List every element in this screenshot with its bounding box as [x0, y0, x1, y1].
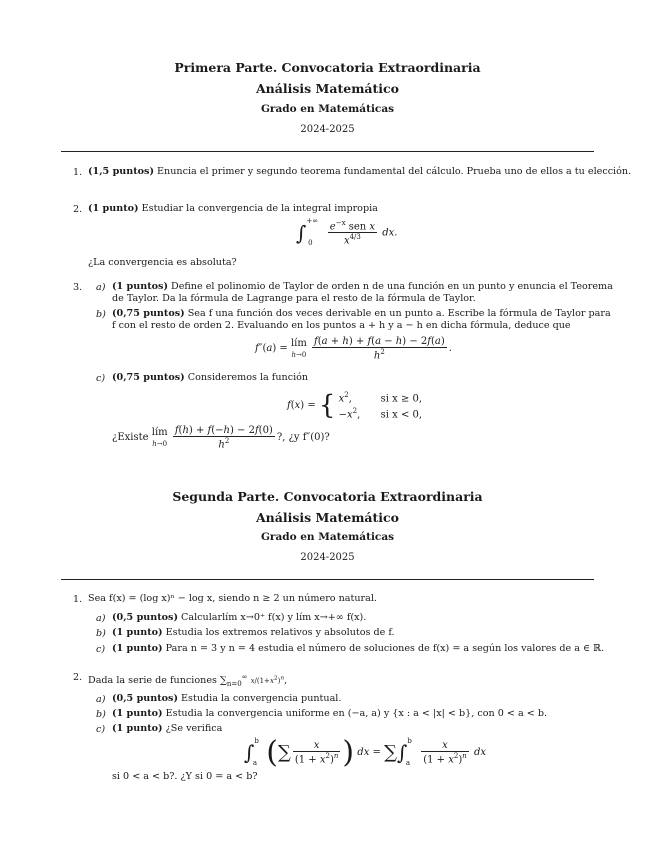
p1-q1-text: (1,5 puntos) Enuncia el primer y segundo teorema fundamental del cálculo. Prueba uno de ellos a tu elección. [88, 166, 632, 177]
p1-q2-integral: $\int^{+\infty}_0$ $\frac{e^{-x} sen x}{x^{4/3}}$ dx. [296, 217, 398, 248]
p1-q3c-question: ¿Existe lím h→0 $\frac{f(h) + f(-h) - 2f(0)}{h^2}$ ?, ¿y f″(0)? [112, 425, 330, 451]
p1-q3b-text1: (0,75 puntos) Sea f una función dos veces derivable en un punto a. Escribe la fórmula de Taylor para [112, 308, 611, 319]
p2-q1-number: 1. [73, 594, 83, 605]
p2-q1b-label: b) [96, 628, 106, 639]
part2-title: Segunda Parte. Convocatoria Extraordinaria [172, 489, 483, 504]
p1-q2-text: (1 punto) Estudiar la convergencia de la integral impropia [88, 203, 378, 214]
p2-q2a-text: (0,5 puntos) Estudia la convergencia puntual. [112, 693, 342, 704]
p2-q2c-text: (1 punto) ¿Se verifica [112, 723, 223, 734]
p2-q2a-label: a) [96, 694, 106, 705]
part2-divider [61, 579, 594, 580]
p2-q2b-text: (1 punto) Estudia la convergencia uniforme en (−a, a) y {x : a < |x| < b}, con 0 < a < b. [112, 708, 548, 719]
part2-degree: Grado en Matemáticas [260, 531, 395, 543]
p2-q1c-label: c) [96, 644, 106, 655]
part1-divider [61, 151, 594, 152]
part1-title: Primera Parte. Convocatoria Extraordinaria [174, 60, 481, 75]
p1-q3a-label: a) [96, 282, 106, 293]
part2-subject: Análisis Matemático [255, 510, 400, 525]
case1-condition: si x ≥ 0, [380, 393, 423, 405]
p1-q3a-text2: de Taylor. Da la fórmula de Lagrange para el resto de la fórmula de Taylor. [112, 293, 476, 304]
p2-q2-text: Dada la serie de funciones $\sum_{n=0}^\infty$ $x/(1+x^2)^n$, [88, 673, 288, 689]
p1-q1-number: 1. [73, 167, 83, 178]
part1-year: 2024-2025 [300, 124, 355, 135]
p1-q3c-piecewise: f(x) = { $x^2$, si x ≥ 0, $-x^2$, si x < 0, [287, 390, 423, 421]
p1-q3b-formula: f″(a) = lím h→0 $\frac{f(a + h) + f(a - h) - 2f(a)}{h^2}$ . [255, 336, 452, 362]
case2-condition: si x < 0, [380, 409, 423, 421]
p1-q2-question: ¿La convergencia es absoluta? [88, 257, 237, 268]
part1-degree: Grado en Matemáticas [260, 103, 395, 115]
p2-q2c-label: c) [96, 724, 106, 735]
p2-q2c-formula: ∫$^b_a$ (∑ $\frac{x}{(1 + x^2)^n}$ ) dx = ∑∫$^b_a$ $\frac{x}{(1 + x^2)^n}$ dx [244, 735, 486, 770]
p2-q1c-text: (1 punto) Para n = 3 y n = 4 estudia el número de soluciones de f(x) = a según los valores de a ∈ ℝ. [112, 643, 605, 654]
p2-q1-text: Sea f(x) = (log x)ⁿ − log x, siendo n ≥ 2 un número natural. [88, 593, 377, 604]
p2-q1a-text: (0,5 puntos) Calcularlím x→0⁺ f(x) y lím x→+∞ f(x). [112, 612, 367, 623]
p2-q1b-text: (1 punto) Estudia los extremos relativos y absolutos de f. [112, 627, 395, 638]
p1-q3c-text: (0,75 puntos) Consideremos la función [112, 372, 309, 383]
part1-subject: Análisis Matemático [255, 81, 400, 96]
p2-q1a-label: a) [96, 613, 106, 624]
p1-q3c-label: c) [96, 373, 106, 384]
p1-q3b-label: b) [96, 309, 106, 320]
p2-q2c-tail: si 0 < a < b?. ¿Y si 0 = a < b? [112, 771, 258, 782]
part2-year: 2024-2025 [300, 552, 355, 563]
p1-q2-number: 2. [73, 204, 83, 215]
p2-q2-number: 2. [73, 672, 83, 683]
p1-q3b-text2: f con el resto de orden 2. Evaluando en los puntos a + h y a − h en dicha fórmula, deduce que [112, 320, 571, 331]
p2-q2b-label: b) [96, 709, 106, 720]
p1-q3a-text1: (1 puntos) Define el polinomio de Taylor de orden n de una función en un punto y enuncia el Teorema [112, 281, 613, 292]
p1-q3-number: 3. [73, 282, 83, 293]
